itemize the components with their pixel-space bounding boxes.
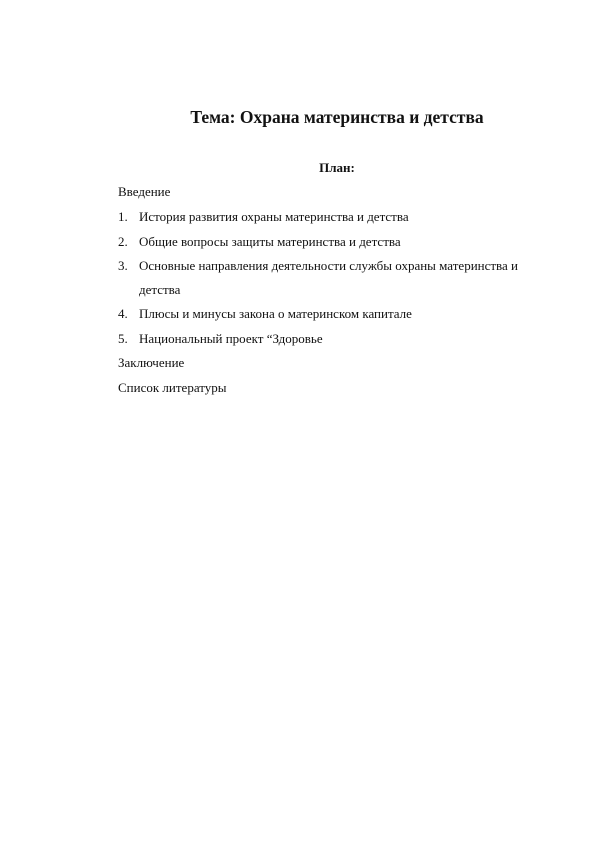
list-item-number: 1.	[118, 209, 128, 224]
list-item-text: История развития охраны материнства и детства	[139, 209, 409, 224]
document-title: Тема: Охрана материнства и детства	[190, 107, 484, 127]
list-item-text: Основные направления деятельности службы охраны материнства и	[139, 258, 518, 273]
list-item-text: Плюсы и минусы закона о материнском капитале	[139, 306, 412, 321]
list-item-text: Национальный проект “Здоровье	[139, 331, 323, 346]
list-item-number: 2.	[118, 234, 128, 249]
bibliography-entry: Список литературы	[118, 380, 227, 395]
list-item-continuation: детства	[139, 282, 181, 297]
list-item-text: Общие вопросы защиты материнства и детства	[139, 234, 401, 249]
intro-entry: Введение	[118, 184, 171, 199]
plan-heading: План:	[319, 160, 355, 175]
conclusion-entry: Заключение	[118, 355, 185, 370]
list-item-number: 5.	[118, 331, 128, 346]
list-item-number: 4.	[118, 306, 128, 321]
list-item-number: 3.	[118, 258, 128, 273]
